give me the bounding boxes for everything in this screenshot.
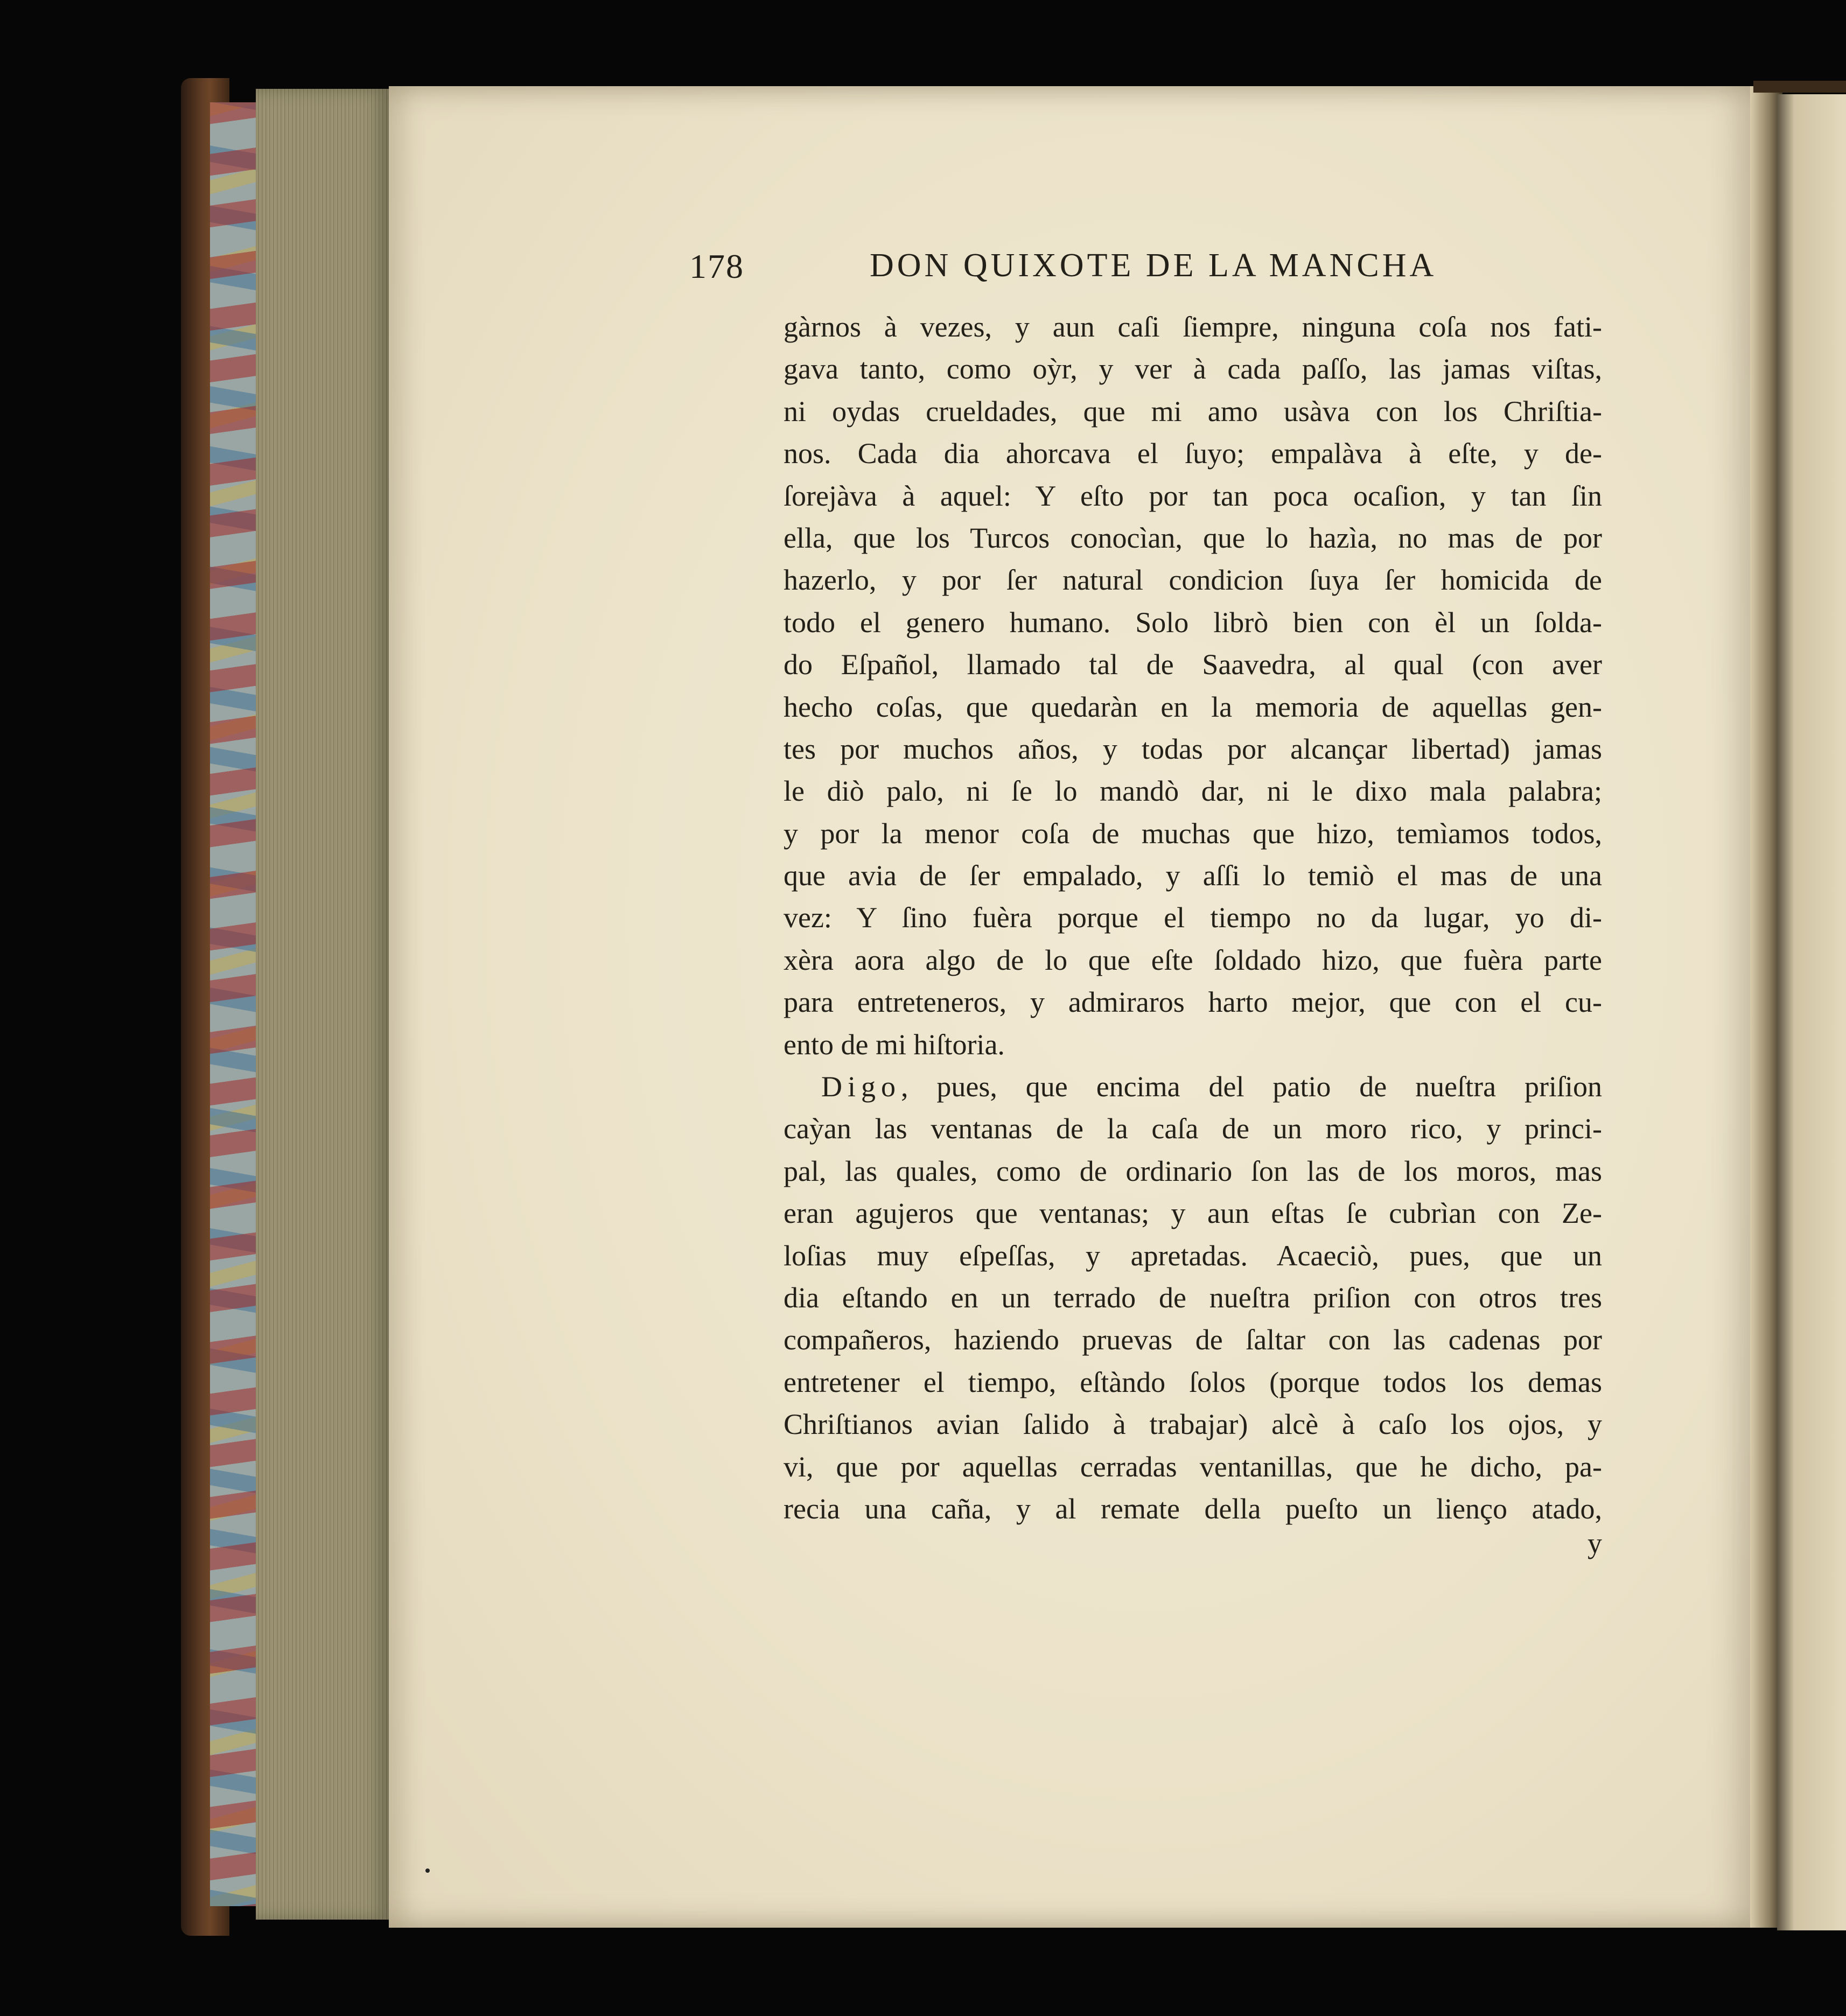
text-line: compañeros, haziendo pruevas de ſaltar con las cadenas por <box>784 1324 1602 1356</box>
text-line: xèra aora algo de lo que eſte ſoldado hizo, que fuèra parte <box>784 943 1602 976</box>
text-line: dia eſtando en un terrado de nueſtra priſion con otros tres <box>784 1281 1602 1314</box>
text-line: ni oydas crueldades, que mi amo usàva con los Chriſtia- <box>784 395 1602 428</box>
paragraph-start-line <box>784 1066 1602 1108</box>
text-line: recia una caña, y al remate della pueſto un lienço atado, <box>784 1492 1602 1525</box>
text-line: hazerlo, y por ſer natural condicion ſuya ſer homicida de <box>784 564 1602 597</box>
text-line: ſorejàva à aquel: Y eſto por tan poca ocaſion, y tan ſin <box>784 479 1602 512</box>
paragraph-first-line-rest: , pues, que encima del patio de nueſtra priſion <box>901 1070 1602 1103</box>
page-speck <box>425 1868 430 1873</box>
marbled-endpaper <box>210 102 258 1906</box>
text-line: do Eſpañol, llamado tal de Saavedra, al qual (con aver <box>784 648 1602 681</box>
text-line: Chriſtianos avian ſalido à trabajar) alcè à caſo los ojos, y <box>784 1408 1602 1441</box>
facing-page <box>1777 94 1846 1930</box>
text-line: caỳan las ventanas de la caſa de un moro rico, y princi- <box>784 1112 1602 1145</box>
text-block <box>689 247 1602 1530</box>
text-line: pal, las quales, como de ordinario ſon las de los moros, mas <box>784 1154 1602 1187</box>
text-line: loſias muy eſpeſſas, y apretadas. Acaeciò, pues, que un <box>784 1239 1602 1272</box>
page-number: 178 <box>689 247 744 285</box>
body-text <box>784 306 1602 1530</box>
text-line: ella, que los Turcos conocìan, que lo hazìa, no mas de por <box>784 521 1602 554</box>
text-line: todo el genero humano. Solo librò bien con èl un ſolda- <box>784 606 1602 639</box>
text-line: eran agujeros que ventanas; y aun eſtas ſe cubrìan con Ze- <box>784 1197 1602 1230</box>
text-line: y por la menor coſa de muchas que hizo, temìamos todos, <box>784 817 1602 850</box>
page-edges <box>256 89 390 1920</box>
right-cover <box>1753 81 1846 93</box>
text-line: gava tanto, como oỳr, y ver à cada paſſo, las jamas viſtas, <box>784 353 1602 386</box>
page-header <box>689 247 1602 300</box>
text-line: para entreteneros, y admiraros harto mejor, que con el cu- <box>784 986 1602 1019</box>
text-line: ento de mi hiſtoria. <box>784 1028 1005 1061</box>
text-line: vez: Y ſino fuèra porque el tiempo no da lugar, yo di- <box>784 901 1602 934</box>
text-line: entretener el tiempo, eſtàndo ſolos (porque todos los demas <box>784 1366 1602 1398</box>
text-line: le diò palo, ni ſe lo mandò dar, ni le dixo mala palabra; <box>784 775 1602 808</box>
text-line: hecho coſas, que quedaràn en la memoria de aquellas gen- <box>784 690 1602 723</box>
text-line: nos. Cada dia ahorcava el ſuyo; empalàva à eſte, y de- <box>784 437 1602 470</box>
text-line: gàrnos à vezes, y aun caſi ſiempre, ninguna coſa nos fati- <box>784 311 1602 343</box>
paragraph-first-word: Digo <box>821 1070 901 1103</box>
text-line: que avia de ſer empalado, y aſſi lo temiò el mas de una <box>784 859 1602 892</box>
running-head: DON QUIXOTE DE LA MANCHA <box>870 247 1437 284</box>
text-line: vi, que por aquellas cerradas ventanillas, que he dicho, pa- <box>784 1450 1602 1483</box>
catchword: y <box>1588 1527 1602 1559</box>
text-line: tes por muchos años, y todas por alcançar libertad) jamas <box>784 732 1602 765</box>
